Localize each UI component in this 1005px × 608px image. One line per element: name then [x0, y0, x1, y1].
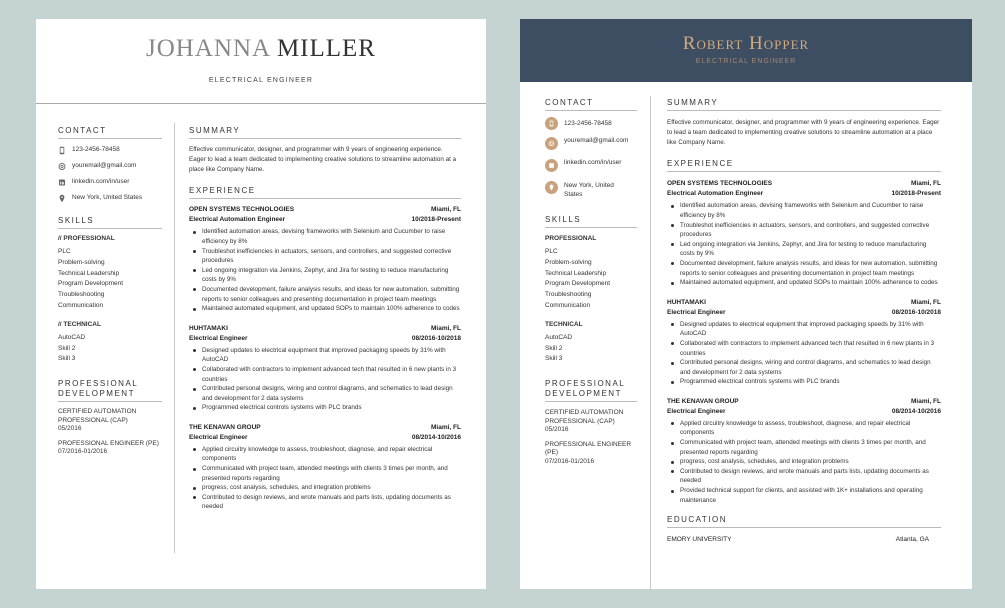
skill-item: Communication — [58, 301, 104, 309]
education-item — [667, 535, 941, 545]
pd-line: PROFESSIONAL ENGINEER — [545, 440, 632, 448]
skill-item: Skill 2 — [545, 344, 563, 352]
job-bullet: Applied circuitry knowledge to assess, troubleshoot, diagnose, and repair electrical components — [667, 419, 941, 438]
job-role: Electrical Engineer — [189, 334, 248, 342]
job-company-row — [189, 205, 461, 215]
skills-heading: SKILLS — [545, 215, 637, 228]
job-bullet: Maintained automated equipment, and updated SOPs to maintain 100% adherence to codes — [189, 304, 461, 314]
job-bullet: Communicated with project team, attended meetings with clients 3 times per month, and presented reports regarding — [667, 438, 941, 457]
job-bullet: Programmed electrical controls systems with PLC brands — [667, 377, 941, 387]
contact-item — [545, 159, 637, 172]
skills-technical-list — [545, 333, 637, 365]
job-bullet: progress, cost analysis, schedules, and integration problems — [667, 457, 941, 467]
job-entry — [667, 298, 941, 387]
resume-name: Robert Hopper — [682, 33, 810, 54]
skills-professional-heading: // PROFESSIONAL — [58, 235, 115, 242]
pd-line: PROFESSIONAL (CAP) — [58, 416, 128, 424]
contact-text[interactable]: 123-2456-78458 — [564, 119, 612, 127]
contact-heading: CONTACT — [545, 98, 637, 111]
experience-heading: EXPERIENCE — [667, 159, 941, 172]
skills-professional-list — [545, 247, 637, 312]
skills-professional-heading: PROFESSIONAL — [545, 235, 597, 242]
skill-item: Troubleshooting — [545, 291, 592, 299]
job-title: ELECTRICAL ENGINEER — [208, 77, 314, 84]
contact-text[interactable]: 123-2456-78458 — [72, 146, 120, 153]
contact-list — [58, 145, 162, 202]
job-company: THE KENAVAN GROUP — [189, 423, 261, 431]
job-role: Electrical Engineer — [189, 433, 248, 441]
resume-robert-hopper — [520, 19, 972, 589]
experience-list — [189, 205, 461, 512]
skill-item: AutoCAD — [545, 333, 573, 341]
job-bullet: Contributed to design reviews, and wrote manuals and parts lists, updating documents as needed — [189, 493, 461, 512]
right-column — [189, 126, 461, 522]
location-pin-icon — [545, 181, 558, 194]
job-role-row — [667, 407, 941, 417]
pd-item — [545, 409, 637, 435]
contact-text[interactable]: youremail@gmail.com — [564, 137, 629, 144]
contact-list — [545, 118, 637, 199]
left-column — [58, 126, 162, 463]
school-location: Atlanta, GA — [895, 536, 929, 544]
skills-professional-list — [58, 247, 162, 312]
job-role: Electrical Automation Engineer — [189, 216, 286, 224]
job-location: Miami, FL — [431, 423, 461, 431]
job-bullet: Documented development, failure analysis results, and ideas for new automation, submitting reports to senior colleagues and presenting documentation in project team meetings — [667, 259, 941, 278]
job-entry — [189, 423, 461, 512]
pd-list — [545, 409, 637, 466]
job-bullets — [189, 227, 461, 313]
job-role-row — [189, 334, 461, 344]
job-company: HUHTAMAKI — [667, 298, 706, 306]
job-company: OPEN SYSTEMS TECHNOLOGIES — [189, 206, 295, 214]
skill-item: Program Development — [58, 280, 124, 288]
job-entry — [667, 179, 941, 287]
contact-text[interactable]: linkedin.com/in/user — [72, 178, 130, 185]
at-icon — [545, 137, 558, 150]
job-bullet: Contributed to design reviews, and wrote manuals and parts lists, updating documents as needed — [667, 467, 941, 486]
job-bullet: Contributed personal designs, wiring and control diagrams, and schematics to lead design and development for 2 data systems — [189, 384, 461, 403]
job-bullet: progress, cost analysis, schedules, and integration problems — [189, 483, 461, 493]
skills-technical-list — [58, 333, 162, 365]
summary-heading: SUMMARY — [189, 126, 461, 139]
skills-technical-heading: // TECHNICAL — [58, 320, 101, 328]
resume-name — [36, 35, 486, 63]
pd-item — [58, 440, 162, 457]
phone-icon — [58, 146, 66, 154]
job-company: THE KENAVAN GROUP — [667, 397, 739, 405]
job-role-row — [189, 215, 461, 225]
column-divider — [174, 123, 175, 553]
last-name: MILLER — [276, 35, 376, 62]
pd-heading: PROFESSIONAL DEVELOPMENT — [545, 379, 637, 402]
contact-item — [58, 193, 162, 202]
job-bullets — [189, 445, 461, 512]
job-location: Miami, FL — [431, 324, 461, 332]
job-bullet: Identified automation areas, devising frameworks with Selenium and Cucumber to raise efficiency by 8% — [189, 227, 461, 246]
job-bullet: Collaborated with contractors to implement advanced tech that resulted in 6 new plants in 3 countries — [667, 339, 941, 358]
job-bullet: Designed updates to electrical equipment that improved packaging speeds by 31% with AutoCAD — [667, 320, 941, 339]
skill-item: Skill 3 — [545, 355, 563, 363]
skill-item: Technical Leadership — [58, 269, 120, 277]
job-company-row — [667, 179, 941, 189]
summary-text: Effective communicator, designer, and programmer with 9 years of engineering experience. Eager to lead a team dedicated to implementing creative solutions to streamline automation at a place like Company Name. — [667, 119, 940, 146]
job-bullets — [667, 201, 941, 287]
linkedin-icon — [545, 159, 558, 172]
contact-item — [545, 118, 637, 128]
skill-item: PLC — [545, 248, 558, 255]
job-company-row — [667, 298, 941, 308]
contact-text[interactable]: linkedin.com/in/user — [564, 159, 622, 166]
resume-johanna-miller — [36, 19, 486, 589]
skills-technical-heading: TECHNICAL — [545, 320, 583, 328]
education-heading: EDUCATION — [667, 515, 941, 528]
pd-line: 07/2016-01/2016 — [58, 448, 108, 456]
education-list — [667, 535, 941, 545]
job-location: Miami, FL — [911, 180, 941, 188]
job-bullet: Led ongoing integration via Jenkins, Zephyr, and Jira for testing to reduce manufacturing costs by 9% — [189, 266, 461, 285]
job-bullet: Troubleshot inefficiencies in actuators, sensors, and controllers, and suggested corrective procedures — [667, 221, 941, 240]
pd-line: PROFESSIONAL ENGINEER (PE) — [58, 439, 159, 447]
job-bullet: Maintained automated equipment, and updated SOPs to maintain 100% adherence to codes — [667, 278, 941, 288]
job-bullet: Documented development, failure analysis results, and ideas for new automation, submitting reports to senior colleagues and presenting documentation in project team meetings — [189, 285, 461, 304]
skill-item: Skill 2 — [58, 344, 76, 352]
pd-list — [58, 408, 162, 457]
job-company-row — [189, 324, 461, 334]
job-bullets — [667, 320, 941, 387]
job-company: HUHTAMAKI — [189, 324, 228, 332]
pd-item — [58, 408, 162, 434]
skill-item: Communication — [545, 301, 591, 309]
job-role-row — [189, 433, 461, 443]
job-company: OPEN SYSTEMS TECHNOLOGIES — [667, 180, 773, 188]
contact-item — [58, 177, 162, 186]
linkedin-icon — [58, 178, 66, 186]
pd-line: CERTIFIED AUTOMATION — [58, 408, 137, 416]
experience-heading: EXPERIENCE — [189, 186, 461, 199]
job-bullet: Applied circuitry knowledge to assess, troubleshoot, diagnose, and repair electrical components — [189, 445, 461, 464]
phone-icon — [545, 117, 558, 130]
skill-item: AutoCAD — [58, 333, 86, 341]
job-role: Electrical Engineer — [667, 308, 726, 316]
pd-item — [545, 441, 637, 467]
job-role: Electrical Automation Engineer — [667, 190, 764, 198]
job-role: Electrical Engineer — [667, 407, 726, 415]
pd-heading: PROFESSIONAL DEVELOPMENT — [58, 379, 162, 402]
contact-item — [58, 145, 162, 154]
job-title: ELECTRICAL ENGINEER — [695, 58, 797, 65]
job-dates: 08/2016-10/2018 — [411, 334, 461, 342]
job-bullet: Led ongoing integration via Jenkins, Zephyr, and Jira for testing to reduce manufacturing costs by 9% — [667, 240, 941, 259]
job-entry — [667, 397, 941, 505]
summary-heading: SUMMARY — [667, 98, 941, 111]
pd-line: PROFESSIONAL (CAP) — [545, 417, 615, 425]
job-bullet: Communicated with project team, attended meetings with clients 3 times per month, and presented reports regarding — [189, 464, 461, 483]
job-role-row — [667, 189, 941, 199]
contact-text: New York, United States — [72, 194, 143, 201]
pd-line: 07/2016-01/2016 — [545, 457, 595, 465]
experience-list — [667, 179, 941, 505]
job-dates: 10/2018-Present — [891, 190, 941, 198]
job-role-row — [667, 308, 941, 318]
job-location: Miami, FL — [911, 397, 941, 405]
job-dates: 08/2014-10/2016 — [411, 433, 461, 441]
pd-line: 05/2016 — [545, 426, 569, 434]
contact-item — [545, 137, 637, 150]
pd-line: (PE) — [545, 449, 558, 457]
skills-heading: SKILLS — [58, 216, 162, 229]
job-dates: 10/2018-Present — [411, 216, 461, 224]
job-bullet: Troubleshot inefficiencies in actuators, sensors, and controllers, and suggested corrective procedures — [189, 247, 461, 266]
skill-item: PLC — [58, 248, 71, 255]
job-location: Miami, FL — [911, 298, 941, 306]
column-divider — [650, 96, 651, 589]
pd-line: CERTIFIED AUTOMATION — [545, 409, 624, 417]
job-bullets — [667, 419, 941, 505]
contact-text: New York, United States — [564, 182, 614, 198]
job-dates: 08/2014-10/2016 — [891, 407, 941, 415]
first-name: JOHANNA — [146, 35, 270, 62]
job-bullets — [189, 346, 461, 413]
job-location: Miami, FL — [431, 206, 461, 214]
skill-item: Problem-solving — [545, 258, 592, 266]
job-entry — [189, 324, 461, 413]
summary-text: Effective communicator, designer, and programmer with 9 years of engineering experience. Eager to lead a team dedicated to implementing creative solutions to streamline automation at a place like Company Name. — [189, 146, 457, 173]
contact-text[interactable]: youremail@gmail.com — [72, 162, 137, 169]
job-bullet: Provided technical support for clients, and assisted with 1K+ installations and operating maintenance — [667, 486, 941, 505]
job-dates: 08/2016-10/2018 — [891, 308, 941, 316]
right-column — [667, 98, 941, 545]
job-company-row — [189, 423, 461, 433]
skill-item: Program Development — [545, 280, 611, 288]
job-bullet: Contributed personal designs, wiring and control diagrams, and schematics to lead design and development for 2 data systems — [667, 358, 941, 377]
skill-item: Skill 3 — [58, 355, 76, 363]
job-bullet: Programmed electrical controls systems with PLC brands — [189, 403, 461, 413]
job-bullet: Collaborated with contractors to implement advanced tech that resulted in 6 new plants in 3 countries — [189, 365, 461, 384]
contact-item — [545, 181, 637, 199]
left-column — [545, 98, 637, 472]
header-divider — [36, 103, 486, 104]
skill-item: Troubleshooting — [58, 291, 105, 299]
location-pin-icon — [58, 194, 66, 202]
contact-heading: CONTACT — [58, 126, 162, 139]
skill-item: Problem-solving — [58, 258, 105, 266]
job-bullet: Designed updates to electrical equipment that improved packaging speeds by 31% with AutoCAD — [189, 346, 461, 365]
skill-item: Technical Leadership — [545, 269, 607, 277]
pd-line: 05/2016 — [58, 425, 82, 433]
job-entry — [189, 205, 461, 313]
job-company-row — [667, 397, 941, 407]
at-icon — [58, 162, 66, 170]
job-bullet: Identified automation areas, devising frameworks with Selenium and Cucumber to raise efficiency by 8% — [667, 201, 941, 220]
school-name: EMORY UNIVERSITY — [667, 536, 732, 544]
contact-item — [58, 161, 162, 170]
